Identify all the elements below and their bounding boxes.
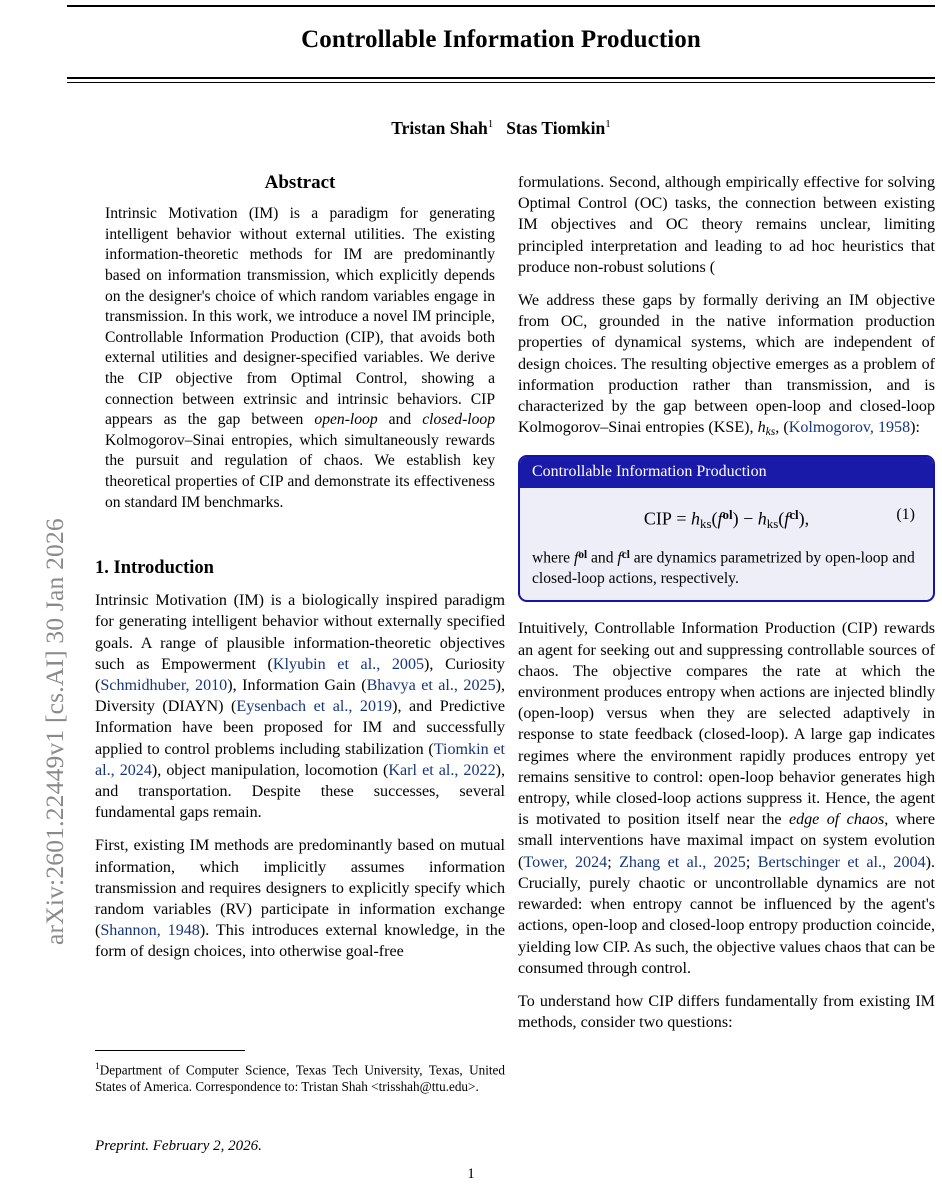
page-number: 1 xyxy=(467,1166,475,1182)
arxiv-stamp-text: arXiv:2601.22449v1 [cs.AI] 30 Jan 2026 xyxy=(40,518,69,945)
cip-eq-term1-sub: ks xyxy=(699,515,712,531)
author-affiliation-2: 1 xyxy=(605,118,611,131)
cip-note-text-c: are dynamics parametrized by open-loop and closed-loop actions, respectively. xyxy=(532,549,915,588)
cip-eq-term2-open: ( xyxy=(778,508,785,529)
intro-p4-text-a: Intuitively, Controllable Information Production (CIP) rewards an agent for seeking out and suppressing controllable sources of chaos. The objective compares the rate at which the environment produces entropy when actions are injected blindly (open-loop) versus when they are selected adaptively in response to state feedback (closed-loop). A large gap indicates regimes where the environment rapidly produces entropy yet remains sensitive to control: open-loop behavior generates high entropy, while closed-loop actions suppress it. Hence, the agent is motivated to position itself near the xyxy=(518,620,935,829)
intro-p4-text-b: , where small interventions have maximal impact on system evolution ( xyxy=(518,811,935,871)
cip-eq-term2-sub: ks xyxy=(766,515,779,531)
section-heading-introduction: 1. Introduction xyxy=(95,558,214,579)
cip-note-f-ol: f xyxy=(574,549,579,567)
abstract-text-part-1: Intrinsic Motivation (IM) is a paradigm for generating intelligent behavior without external utilities. The existing information-theoretic methods for IM are predominantly based on information transmission, which explicitly depends on the designer's choice of which random variables engage in transmission. In this work, we introduce a novel IM principle, Controllable Information Production (CIP), that avoids both external utilities and designer-specified variables. We derive the CIP objective from Optimal Control, showing a connection between extrinsic and intrinsic behaviors. CIP appears as the gap between xyxy=(105,205,495,429)
cip-eq-term2-sup: cl xyxy=(789,506,799,522)
abstract-italic-closed-loop: closed-loop xyxy=(422,411,496,429)
footnote-block xyxy=(95,1050,505,1095)
left-column xyxy=(95,172,505,975)
intro-paragraph-1 xyxy=(95,590,505,823)
cip-eq-equals: = xyxy=(676,508,687,529)
citation-zhang-2025[interactable]: Zhang et al., 2025 xyxy=(619,853,746,871)
citation-schmidhuber-2010[interactable]: Schmidhuber, 2010 xyxy=(100,676,228,694)
author-line xyxy=(67,118,935,139)
paper-page xyxy=(60,0,942,1200)
equation-number: (1) xyxy=(896,505,915,523)
intro-p3-text-c: ): xyxy=(910,419,920,437)
intro-p4-text-d: ; xyxy=(745,853,758,871)
cip-box-header: Controllable Information Production xyxy=(520,457,933,488)
citation-tower-2024[interactable]: Tower, 2024 xyxy=(523,853,608,871)
intro-p1-text-a: Intrinsic Motivation (IM) is a biologically inspired paradigm for generating intelligent behavior without externally specified goals. A range of plausible information-theoretic objectives such as Empowerment ( xyxy=(95,592,505,673)
footnote-body: Department of Computer Science, Texas Tech University, Texas, United States of America. Correspondence to: Tristan Shah <trisshah@ttu.edu>. xyxy=(95,1062,505,1095)
header-rule-top xyxy=(67,5,935,7)
abstract-italic-open-loop: open-loop xyxy=(314,411,378,429)
page-title: Controllable Information Production xyxy=(301,26,701,53)
intro-paragraph-2 xyxy=(95,835,505,962)
intro-p1-text-c: ), Information Gain ( xyxy=(227,676,367,694)
author-name-2: Stas Tiomkin xyxy=(506,118,606,138)
intro-p3-text-b: , ( xyxy=(775,419,789,437)
cip-box-body xyxy=(520,488,933,601)
cip-eq-term2-close: ), xyxy=(798,508,810,529)
intro-paragraph-3 xyxy=(518,290,935,443)
author-name-1: Tristan Shah xyxy=(391,118,488,138)
cip-note-text-a: where xyxy=(532,549,574,567)
intro-p2-cont-text: formulations. Second, although empirically effective for solving Optimal Control (OC) tasks, the connection between existing IM objectives and OC theory remains unclear, limiting principled interpretation and leading to ad hoc heuristics that produce non-robust solutions ( xyxy=(518,174,935,276)
arxiv-stamp xyxy=(0,0,69,1200)
footnote-text xyxy=(95,1059,505,1095)
intro-paragraph-2-continued xyxy=(518,172,935,278)
abstract-intro-spacer xyxy=(95,513,505,557)
cip-equation xyxy=(644,504,809,534)
intro-p4-text-c: ; xyxy=(607,853,620,871)
cip-note-f-cl-sup: cl xyxy=(621,548,630,561)
abstract-heading: Abstract xyxy=(264,172,336,193)
abstract-text-part-2: and xyxy=(377,411,423,429)
footnote-marker: 1 xyxy=(95,1062,100,1072)
citation-tiomkin-2024-a[interactable]: Tiomkin et al., 2024 xyxy=(95,740,505,779)
cip-eq-lhs: CIP xyxy=(643,508,672,529)
cip-equation-row xyxy=(532,504,921,534)
intro-p1-text-b: ), Curiosity ( xyxy=(95,655,505,694)
preprint-line: Preprint. February 2, 2026. xyxy=(95,1138,262,1154)
cip-eq-term1-h: h xyxy=(690,508,700,529)
citation-karl-2022[interactable]: Karl et al., 2022 xyxy=(388,761,496,779)
citation-klyubin-2005[interactable]: Klyubin et al., 2005 xyxy=(272,655,425,673)
intro-p2-text-b: ). This introduces external knowledge, in the form of design choices, into otherwise goal-free xyxy=(95,922,505,961)
symbol-h-ks-subscript: ks xyxy=(765,425,776,439)
citation-kolmogorov-1958[interactable]: Kolmogorov, 1958 xyxy=(788,419,911,437)
intro-paragraph-4 xyxy=(518,618,935,978)
footnote-rule xyxy=(95,1050,245,1051)
citation-bertschinger-2004[interactable]: Bertschinger et al., 2004 xyxy=(757,853,926,871)
intro-paragraph-5: To understand how CIP differs fundamentally from existing IM methods, consider two questions: xyxy=(518,992,935,1032)
citation-shannon-1948[interactable]: Shannon, 1948 xyxy=(100,922,200,940)
cip-eq-term1-sup: ol xyxy=(722,506,733,522)
intro-p1-text-f: ), object manipulation, locomotion ( xyxy=(151,761,389,779)
intro-p1-text-e: ), and Predictive Information have been proposed for IM and successfully applied to control problems including stabilization ( xyxy=(95,698,505,758)
author-affiliation-1: 1 xyxy=(487,118,494,131)
intro-p1-text-g: ), and transportation. Despite these successes, several fundamental gaps remain. xyxy=(95,761,506,822)
intro-p4-italic-edge-of-chaos: edge of chaos xyxy=(788,811,885,829)
cip-note-f-cl: f xyxy=(617,549,622,567)
cip-note-f-ol-sup: ol xyxy=(578,548,588,561)
intro-p3-text-a: We address these gaps by formally deriving an IM objective from OC, grounded in the native information production properties of dynamical systems, which are independent of design choices. The resulting objective emerges as a problem of information production rather than transmission, and is characterized by the gap between open-loop and closed-loop Kolmogorov–Sinai entropies (KSE), xyxy=(518,292,935,437)
cip-eq-term2-f: f xyxy=(784,508,790,529)
cip-eq-term2-h: h xyxy=(757,508,767,529)
cip-box-note xyxy=(532,545,921,590)
right-column xyxy=(518,172,935,1045)
cip-highlight-box xyxy=(518,455,935,603)
cip-eq-term1-close: ) xyxy=(732,508,739,529)
cip-eq-term1-open: ( xyxy=(711,508,718,529)
cip-eq-term1-f: f xyxy=(717,508,723,529)
citation-bhavya-2025[interactable]: Bhavya et al., 2025 xyxy=(366,676,496,694)
cip-note-text-b: and xyxy=(587,549,618,567)
header-rule-bottom xyxy=(67,77,935,83)
abstract-text-part-3: Kolmogorov–Sinai entropies, which simultaneously rewards the pursuit and regulation of chaos. We establish key theoretical properties of CIP and demonstrate its effectiveness on standard IM benchmarks. xyxy=(105,431,495,511)
intro-p1-text-d: ), Diversity (DIAYN) ( xyxy=(95,676,506,716)
intro-p4-text-e: ). Crucially, purely chaotic or uncontrollable dynamics are not rewarded: when entropy cannot be influenced by the agent's actions, open-loop and closed-loop entropy production coincide, yielding low CIP. As such, the objective values chaos that can be consumed through control. xyxy=(518,853,936,977)
abstract-body xyxy=(95,204,505,513)
cip-eq-minus: − xyxy=(743,508,754,529)
intro-p2-text-a: First, existing IM methods are predominantly based on mutual information, which implicitly assumes information transmission and requires designers to explicitly specify which random variables (RV) participate in information exchange ( xyxy=(95,837,505,940)
citation-eysenbach-2019[interactable]: Eysenbach et al., 2019 xyxy=(236,698,393,716)
symbol-h-ks: $h_{ks}$ xyxy=(757,419,776,439)
